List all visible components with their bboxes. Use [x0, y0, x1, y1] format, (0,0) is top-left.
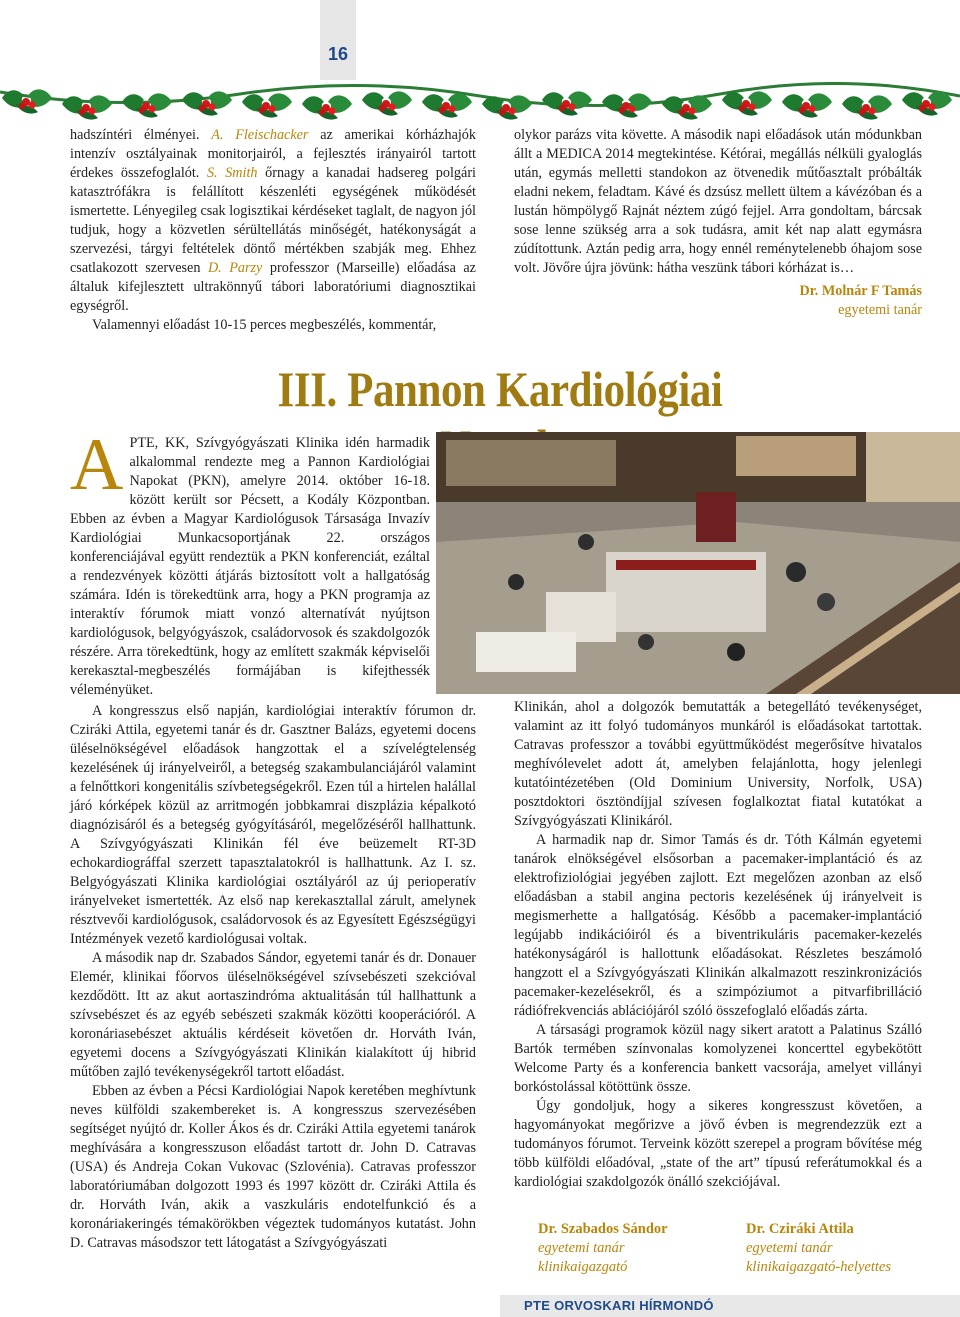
article-intro-column — [70, 424, 430, 698]
conference-photo-illustration — [436, 432, 960, 694]
text-span: őrnagy a kanadai hadsereg polgári katasztrófákra is felállított készenléti egységének működését ismertette. Lényegileg csak logisztikai kérdéseket taglalt, de nagyon jól tudjuk, hogy a közvetlen sérültellátás minőségét, hatékonyságát a szervezési, tárgyi feltételek döntő mértékben szabják meg. Ehhez csatlakozott szervesen — [70, 165, 476, 276]
text-span: PTE, KK, Szívgyógyászati Klinika idén harmadik alkalommal rendezte meg a Pannon Kardiológiai Napokat (PKN), amelyre 2014. október 16-18. között került sor Pécsett, a Kodály Központban. Ebben az évben a Magyar Kardiológusok Társasága Invazív Kardiológiai Munkacsoportjának 22. országos konferenciájával együtt rendeztük a PKN konferenciát, ezáltal a rendezvények közötti átjárás biztosított volt a hallgatóság számára. Idén is törekedtünk arra, hogy a PKN programja az interaktív fórumok miatt vonzó alternatívát nyújtson kardiológusok, belgyógyászok, családorvosok és szakdolgozók részére. Arra törekedtünk, hogy az említett szakmák képviselői kerekasztal-megbeszélés formájában is kifejthessék véleményüket. — [70, 435, 430, 698]
top-right-paragraph: olykor parázs vita követte. A második napi előadások után módunkban állt a MEDICA 2014 megtekintése. Kétórai, megállás nélküli gyaloglás után, egymás melletti standokon az ötvenedik műtőasztalt próbálták eladni nekem, feladtam. Kávé és dzsúsz mellett ültem a kávézóban és a lustán hömpölygő Rajnát néztem zúgó fejjel. Arra gondoltam, bárcsak sose lenne szükség arra a sok tudásra, amit két nap alatt egymásra zúdítottunk. Aztán pedig arra, hogy ennél reménytelenebb óhajom sose volt. Jövőre újra jövünk: hátha veszünk tábori kórházat is… — [514, 127, 922, 276]
top-left-paragraph-2: Valamennyi előadást 10-15 perces megbeszélés, kommentár, — [92, 317, 437, 333]
signature-role: egyetemi tanár — [746, 1240, 833, 1256]
conference-hall-photo — [436, 432, 960, 694]
signature-role: egyetemi tanár — [538, 1240, 625, 1256]
article-paragraph-7: A társasági programok közül nagy sikert aratott a Palatinus Szálló Bartók termében színvonalas komolyzenei koncerttel egybekötött Welcome Party és a konferencia bankett vacsorája, amelyet villányi borkóstolással kötöttünk össze. — [514, 1022, 922, 1095]
article-paragraph-2: A kongresszus első napján, kardiológiai interaktív fórumon dr. Cziráki Attila, egyetemi tanár és dr. Gasztner Balázs, egyetemi docens üléselnökségével előadások hangzottak el a szívelégtelenség kezelésének új irányelveiről, a betegség szakambulanciájáról valamint a felnőttkori kongenitális szívbetegségekről. Ezen túl a hirtelen halállal járó kórképek közül az arritmogén jobbkamrai diszplázia képalkotó diagnózisáról és a betegség gyógyításáról, megelőzéséről hallhattunk. A Szívgyógyászati Klinikán fél éve beüzemelt RT-3D echokardiográffal szerzett tapasztalatokról is hallhattunk. Az I. sz. Belgyógyászati Klinika kardiológiai osztályáról az új perioperatív irányelveket ismertették. Az első nap kerekasztallal zárult, amelynek résztvevői kardiológusok, családorvosok és az Egyesített Egészségügyi Intézmények vezető kardiológusai voltak. — [70, 703, 476, 947]
article-paragraph-6: A harmadik nap dr. Simor Tamás és dr. Tóth Kálmán egyetemi tanárok elnökségével elsősorban a pacemaker-implantáció és az elektrofiziológiai jegyében zajlott. Ezt megelőzen azonban az első előadásban a stabil angina pectoris kezelésének új irányelveit is megismerhette a hallgatóság. Később a pacemaker-implantáció legújabb indikációiról és a biventrikuláris pacemaker-kezelés hatékonyságáról is hallottunk előadásokat. Részletes beszámoló hangzott el a Szívgyógyászati Klinikán alkalmazott reszinkronizációs pacemaker-kezelésekről, és a szimpóziumot a pitvarfibrilláció rádiófrekvenciás ablációjáról szóló összefoglaló előadás zárta. — [514, 832, 922, 1019]
top-left-column — [70, 126, 476, 335]
signature-role: klinikaigazgató-helyettes — [746, 1259, 891, 1275]
footer-band — [500, 1295, 960, 1317]
article-left-column — [70, 690, 476, 1253]
signature-role: klinikaigazgató — [538, 1259, 628, 1275]
article-paragraph-5: Klinikán, ahol a dolgozók bemutatták a betegellátó tevékenységet, valamint az itt folyó tudományos munkáról is előadásokat tartottak. Catravas professzor a további együttműködést megerősítve hivatalos meghívólevelet adott át, amelyben felajánlotta, hogy jelenlegi kutatóintézetében (Old Dominium University, Norfolk, USA) posztdoktori ösztöndíjjal szívesen foglalkoztat fiatal kutatókat a Szívgyógyászati Klinikáról. — [514, 699, 922, 829]
page-number-tab — [320, 0, 356, 80]
publication-name: PTE ORVOSKARI HÍRMONDÓ — [524, 1298, 714, 1313]
article-paragraph-3: A második nap dr. Szabados Sándor, egyetemi tanár és dr. Donauer Elemér, klinikai főorvos üléselnökségével szívsebészeti szekcióval kezdődött. Itt az akut aortaszindróma aktualitásán túl hallhattunk a szívsebészet és az egyéb sebészeti szakmák közötti kooperációról. A koronáriasebészet aktuális kérdéseit követően dr. Horváth Iván, egyetemi docens a Szívgyógyászati Klinikán kialakított új hibrid műtőben zajló tevékenységekről tartott előadást. — [70, 950, 476, 1080]
article-paragraph-4: Ebben az évben a Pécsi Kardiológiai Napok keretében meghívtunk neves külföldi szakembereket is. A kongresszus szervezésében segítséget nyújtó dr. Koller Ákos és dr. Cziráki Attila egyetemi tanárok meghívására a kongresszuson előadást tartott dr. John D. Catravas (USA) és Andreja Cokan Vukovac (Szlovénia). Catravas professzor laboratóriumában dolgozott 1993 és 1997 között dr. Cziráki Attila és dr. Horváth Iván, akik a vaszkuláris endotelfunkció és a koronáriakeringés témakörökben végeztek tudományos kutatást. John D. Catravas másodszor tett látogatást a Szívgyógyászati — [70, 1083, 476, 1251]
signature-name: Dr. Szabados Sándor — [538, 1221, 668, 1237]
signature-block-2 — [746, 1220, 891, 1277]
signature-block-1 — [538, 1220, 668, 1277]
holly-garland-decoration — [0, 82, 960, 120]
article-paragraph-1 — [70, 424, 430, 700]
text-span: professzor (Marseille) előadása az általuk kifejlesztett ultrakönnyű tábori laboratóriumi diagnosztikai egységről. — [70, 260, 476, 314]
author-signature-role: egyetemi tanár — [838, 302, 922, 318]
page-number: 16 — [327, 44, 349, 64]
article-paragraph-8: Úgy gondoljuk, hogy a sikeres kongresszust követően, a hagyományokat megőrizve a jövő évben is megrendezzük ezt a tudományos fórumot. Terveink között szerepel a program bővítése még több külföldi előadóval, „state of the art” típusú referátumokkal és a kardiológiai szakdolgozók önálló szekciójával. — [514, 1098, 922, 1190]
top-left-paragraph-1 — [70, 126, 476, 316]
author-name: D. Parzy — [207, 260, 263, 276]
author-signature-name: Dr. Molnár F Tamás — [799, 283, 922, 299]
article-title: III. Pannon Kardiológiai — [277, 361, 723, 417]
author-name: A. Fleischacker — [211, 127, 309, 143]
drop-cap: A — [70, 424, 124, 506]
text-span: az amerikai kórházhajók intenzív osztályainak monitorjairól, a fejlesztés irányairól tartott érdekes összefoglalót. — [70, 127, 476, 181]
article-right-column — [514, 698, 922, 1192]
author-name: S. Smith — [206, 165, 258, 181]
text-span: hadszíntéri élményei. — [70, 127, 212, 143]
top-right-column — [514, 126, 922, 320]
signature-name: Dr. Cziráki Attila — [746, 1221, 854, 1237]
